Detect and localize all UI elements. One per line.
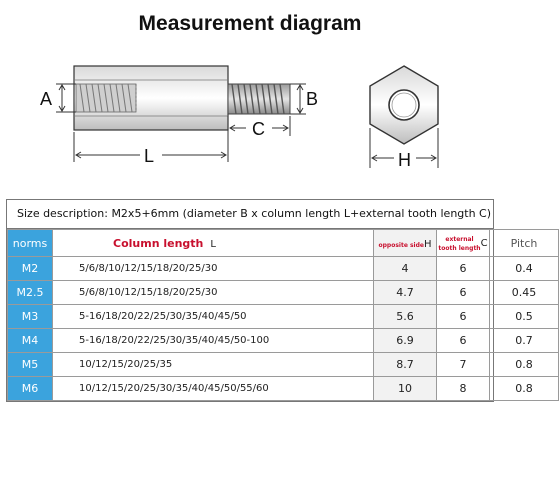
size-description: Size description: M2x5+6mm (diameter B x column length L+external tooth length C) (7, 200, 493, 229)
header-pitch: Pitch (490, 230, 559, 257)
cell-opposite-side: 6.9 (374, 329, 437, 353)
cell-pitch: 0.45 (490, 281, 559, 305)
header-opposite-side-text: opposite side (378, 241, 424, 249)
cell-opposite-side: 10 (374, 377, 437, 401)
table-row (8, 281, 559, 305)
dimension-b (290, 84, 306, 114)
cell-lengths: 5/6/8/10/12/15/18/20/25/30 (53, 281, 374, 305)
spec-table-container (6, 199, 538, 402)
cell-tooth-length: 7 (437, 353, 490, 377)
header-column-length-suffix: L (210, 238, 216, 250)
page-title: Measurement diagram (138, 12, 362, 35)
measurement-diagram (0, 0, 500, 200)
table-row (8, 257, 559, 281)
table-row (8, 377, 559, 401)
standoff-body (74, 66, 228, 130)
cell-lengths: 10/12/15/20/25/35 (53, 353, 374, 377)
header-opposite-side (374, 230, 437, 257)
header-external-tooth-line2: tooth length (438, 245, 481, 252)
header-column-length (53, 230, 374, 257)
table-header-row (8, 230, 559, 257)
cell-opposite-side: 8.7 (374, 353, 437, 377)
label-l: L (144, 146, 155, 166)
cell-lengths: 10/12/15/20/25/30/35/40/45/50/55/60 (53, 377, 374, 401)
cell-norm: M3 (8, 305, 53, 329)
table-row (8, 305, 559, 329)
cell-opposite-side: 5.6 (374, 305, 437, 329)
cell-lengths: 5-16/18/20/22/25/30/35/40/45/50 (53, 305, 374, 329)
cell-pitch: 0.8 (490, 377, 559, 401)
cell-pitch: 0.7 (490, 329, 559, 353)
header-opposite-side-suffix: H (423, 238, 432, 250)
header-external-tooth-suffix: C (480, 238, 488, 249)
cell-tooth-length: 6 (437, 329, 490, 353)
cell-norm: M4 (8, 329, 53, 353)
cell-opposite-side: 4.7 (374, 281, 437, 305)
label-c: C (252, 119, 265, 139)
cell-norm: M5 (8, 353, 53, 377)
label-h: H (398, 150, 411, 170)
cell-norm: M2 (8, 257, 53, 281)
cell-pitch: 0.5 (490, 305, 559, 329)
table-row (8, 353, 559, 377)
header-external-tooth (437, 230, 490, 257)
header-external-tooth-line1: external (445, 236, 474, 243)
cell-tooth-length: 6 (437, 257, 490, 281)
cell-tooth-length: 8 (437, 377, 490, 401)
cell-tooth-length: 6 (437, 281, 490, 305)
label-b: B (306, 89, 319, 109)
table-row (8, 329, 559, 353)
cell-pitch: 0.4 (490, 257, 559, 281)
header-norms: norms (8, 230, 53, 257)
dimension-a (56, 84, 76, 112)
spec-table (7, 229, 559, 401)
label-a: A (40, 89, 53, 109)
header-column-length-text: Column length (113, 236, 204, 250)
cell-pitch: 0.8 (490, 353, 559, 377)
cell-tooth-length: 6 (437, 305, 490, 329)
cell-opposite-side: 4 (374, 257, 437, 281)
cell-lengths: 5/6/8/10/12/15/18/20/25/30 (53, 257, 374, 281)
cell-lengths: 5-16/18/20/22/25/30/35/40/45/50-100 (53, 329, 374, 353)
cell-norm: M2.5 (8, 281, 53, 305)
external-thread (228, 84, 290, 114)
cell-norm: M6 (8, 377, 53, 401)
hex-end-view (370, 66, 438, 144)
